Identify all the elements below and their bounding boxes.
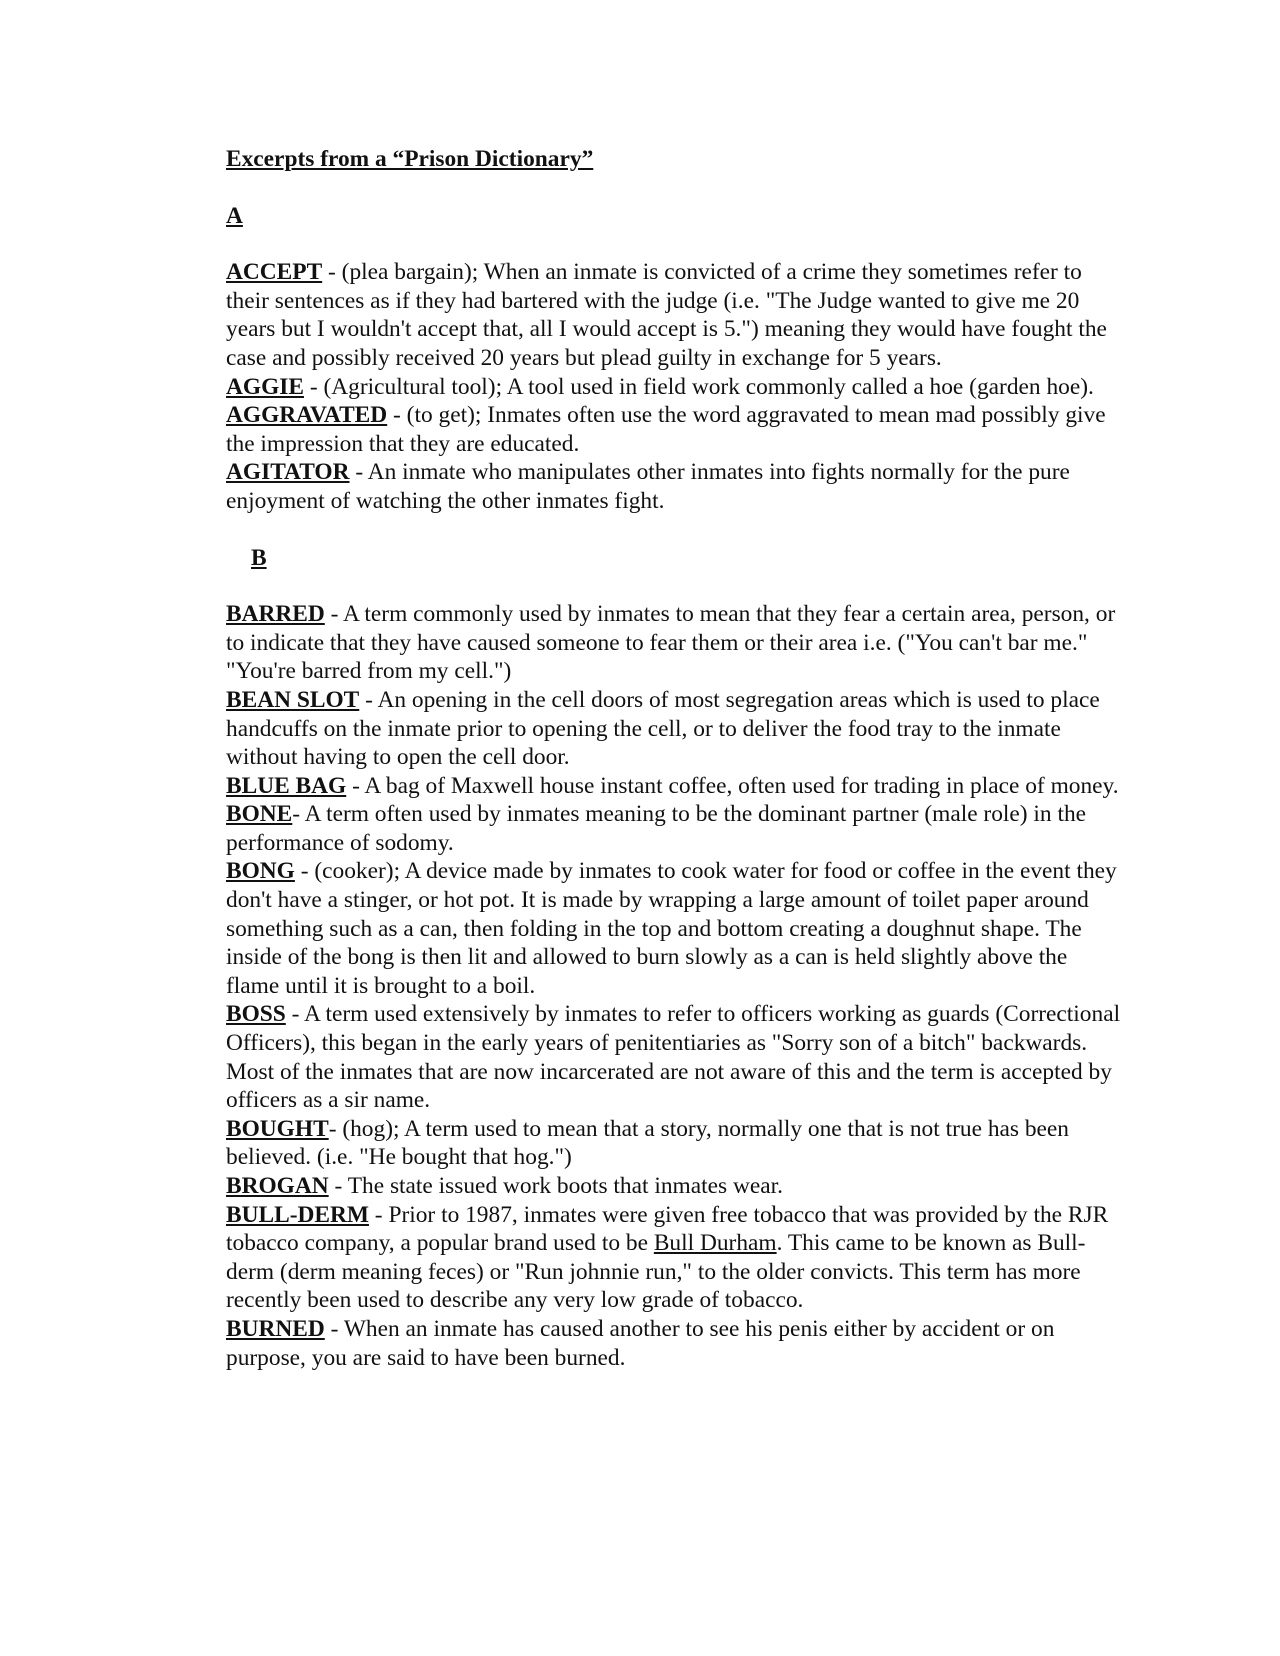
term-aggravated: AGGRAVATED — [226, 402, 388, 429]
entry-bong — [226, 857, 1126, 1000]
term-barred: BARRED — [226, 601, 325, 628]
entry-brogan — [226, 1172, 1126, 1201]
term-agitator: AGITATOR — [226, 459, 350, 486]
brand-bull-durham: Bull Durham — [653, 1230, 777, 1257]
definition-aggravated: - (to get); Inmates often use the word aggravated to mean mad possibly give the impression that they are educated. — [226, 402, 1106, 457]
entry-accept — [226, 258, 1126, 372]
section-heading-b: B — [251, 544, 267, 571]
definition-bought: - (hog); A term used to mean that a story, normally one that is not true has been believed. (i.e. "He bought that hog.") — [226, 1115, 1069, 1171]
entry-blue-bag — [226, 772, 1126, 801]
entry-agitator — [226, 458, 1126, 515]
section-a-entries — [226, 258, 1126, 515]
entry-bone — [226, 800, 1126, 857]
definition-bean-slot: - An opening in the cell doors of most segregation areas which is used to place handcuffs on the inmate prior to opening the cell, or to deliver the food tray to the inmate without having to open the cell door. — [226, 686, 1100, 771]
definition-blue-bag: - A bag of Maxwell house instant coffee, often used for trading in place of money. — [346, 772, 1119, 799]
section-heading-a: A — [226, 202, 243, 229]
definition-bong: - (cooker); A device made by inmates to cook water for food or coffee in the event they don't have a stinger, or hot pot. It is made by wrapping a large amount of toilet paper around something such as a can, then folding in the top and bottom creating a doughnut shape. The inside of the bong is then lit and allowed to burn slowly as a can is held slightly above the flame until it is brought to a boil. — [226, 858, 1117, 999]
term-aggie: AGGIE — [226, 373, 304, 400]
term-bean-slot: BEAN SLOT — [226, 686, 360, 713]
page-title: Excerpts from a “Prison Dictionary” — [226, 146, 594, 172]
term-bought: BOUGHT — [226, 1115, 329, 1142]
entry-bought — [226, 1115, 1126, 1172]
entry-bean-slot — [226, 686, 1126, 772]
definition-burned: - When an inmate has caused another to see his penis either by accident or on purpose, you are said to have been burned. — [226, 1315, 1055, 1371]
term-bull-derm: BULL-DERM — [226, 1201, 369, 1228]
definition-brogan: - The state issued work boots that inmates wear. — [328, 1173, 783, 1199]
term-bone: BONE — [226, 801, 293, 828]
term-accept: ACCEPT — [226, 259, 323, 286]
definition-bone: - A term often used by inmates meaning to be the dominant partner (male role) in the performance of sodomy. — [226, 801, 1087, 856]
term-bong: BONG — [226, 858, 295, 885]
entry-burned — [226, 1315, 1126, 1372]
entry-boss — [226, 1000, 1126, 1114]
document-page — [226, 145, 1126, 1372]
entry-barred — [226, 600, 1126, 686]
definition-boss: - A term used extensively by inmates to refer to officers working as guards (Correctional Officers), this began in the early years of penitentiaries as "Sorry son of a bitch" backwards. Most of the inmates that are now incarcerated are not aware of this and the term is accepted by officers as a sir name. — [226, 1001, 1121, 1114]
term-burned: BURNED — [226, 1315, 325, 1342]
entry-bull-derm — [226, 1201, 1126, 1315]
definition-bull-derm-part1: - Prior to 1987, inmates were given free tobacco that was provided by the RJR tobacco company, a popular brand used to be — [226, 1201, 1109, 1257]
term-boss: BOSS — [226, 1001, 286, 1028]
term-brogan: BROGAN — [226, 1173, 329, 1199]
definition-bull-derm-part2: . This came to be known as Bull-derm (derm meaning feces) or "Run johnnie run," to the older convicts. This term has more recently been used to describe any very low grade of tobacco. — [226, 1230, 1086, 1314]
definition-agitator: - An inmate who manipulates other inmates into fights normally for the pure enjoyment of watching the other inmates fight. — [226, 459, 1070, 514]
definition-accept: - (plea bargain); When an inmate is convicted of a crime they sometimes refer to their sentences as if they had bartered with the judge (i.e. "The Judge wanted to give me 20 years but I wouldn't accept that, all I would accept is 5.") meaning they would have fought the case and possibly received 20 years but plead guilty in exchange for 5 years. — [226, 259, 1107, 371]
entry-aggie — [226, 373, 1126, 402]
term-blue-bag: BLUE BAG — [226, 772, 347, 799]
section-b-entries — [226, 600, 1126, 1372]
definition-aggie: - (Agricultural tool); A tool used in field work commonly called a hoe (garden hoe). — [303, 373, 1094, 400]
entry-aggravated — [226, 401, 1126, 458]
definition-barred: - A term commonly used by inmates to mean that they fear a certain area, person, or to indicate that they have caused someone to fear them or their area i.e. ("You can't bar me." "You're barred from my cell.") — [226, 601, 1116, 685]
